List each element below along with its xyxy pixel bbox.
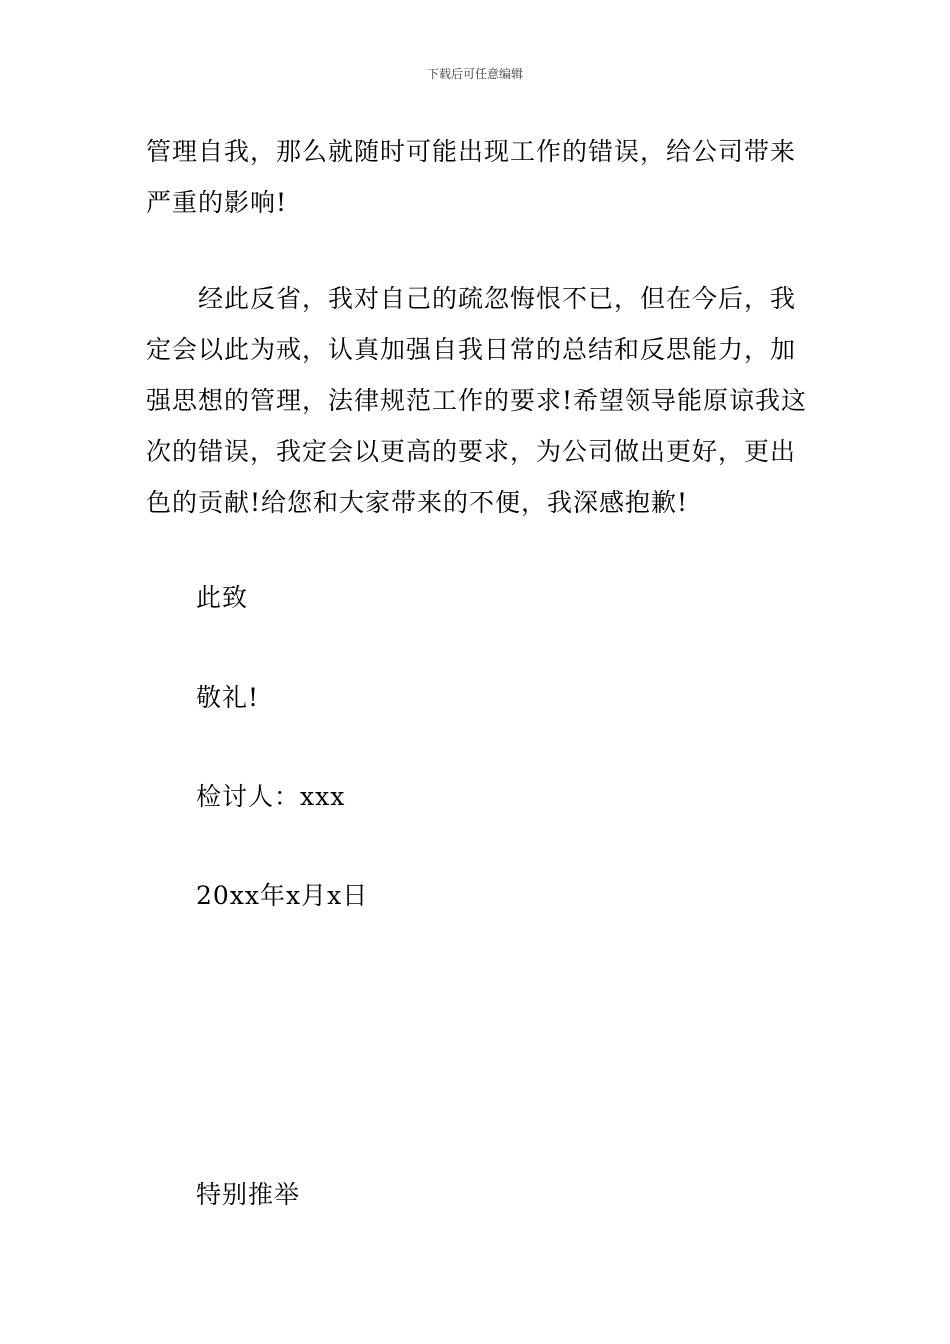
recommend-heading: 特别推举 — [196, 1180, 301, 1209]
closing-salutation: 此致 — [196, 583, 249, 612]
closing-regards: 敬礼! — [196, 683, 260, 712]
page-header-note: 下载后可任意编辑 — [426, 67, 523, 81]
body-paragraph-1: 管理自我，那么就随时可能出现工作的错误，给公司带来严重的影响! — [146, 137, 797, 217]
body-paragraph-2: 经此反省，我对自己的疏忽悔恨不已，但在今后，我定会以此为戒，认真加强自我日常的总结和反思能力，加强思想的管理，法律规范工作的要求!希望领导能原谅我这次的错误，我定会以更高的要求，为公司做出更好，更出色的贡献!给您和大家带来的不便，我深感抱歉! — [146, 284, 808, 517]
date-line: 20xx年x月x日 — [196, 881, 369, 910]
signer-line: 检讨人：xxx — [196, 782, 346, 811]
